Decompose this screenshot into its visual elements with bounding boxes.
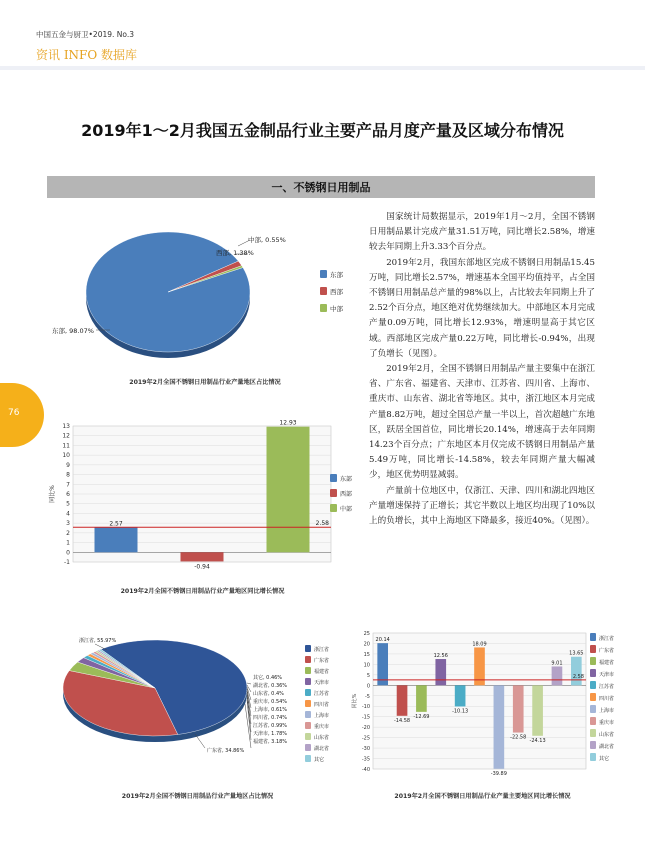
bar [181,552,224,561]
data-label: 湖北省, 0.36% [253,683,288,689]
tick-label: 15 [363,651,370,658]
data-label: 天津市, 1.78% [253,731,288,737]
header-divider [0,66,645,70]
legend-label: 江苏省 [599,684,615,690]
paragraph: 2019年2月，我国东部地区完成不锈钢日用制品15.45万吨，同比增长2.57%，增速基本全国平均值持平，占全国不锈钢日用制品总产量的98%以上，占比较去年同期上升了2.52个百分点，地区绝对优势继续加大。中部地区本月完成产量0.09万吨，同比增长12.93%，增速明显高于其它区域。西部地区完成产量0.22万吨，同比增长-0.94%，出现了负增长（见图）。 [369,257,595,359]
legend-label: 东部 [330,271,343,279]
paragraph: 产量前十位地区中，仅浙江、天津、四川和湖北四地区产量增速保持了正增长；其它半数以上地区均出现了10%以上的负增长，其中上海地区下降最多，接近40%。（见图）。 [369,485,595,527]
tick-label: 20 [363,641,370,648]
data-label: 重庆市, 0.54% [253,699,288,705]
legend-swatch [590,729,596,737]
bar [513,685,524,732]
reference-label: 2.58 [315,520,329,528]
tick-label: -1 [64,559,70,566]
legend-label: 四川省 [599,696,615,702]
legend-swatch [320,287,327,295]
article-title: 2019年1～2月我国五金制品行业主要产品月度产量及区域分布情况 [81,121,564,140]
legend-swatch [305,755,311,762]
legend-swatch [590,669,596,677]
value-label: -39.89 [490,770,507,775]
data-label: 中部, 0.55% [248,236,286,244]
legend-label: 山东省 [599,732,615,738]
leader-line [195,734,205,748]
data-label: 江苏省, 0.99% [253,723,288,729]
value-label: -22.58 [510,734,527,741]
legend-label: 广东省 [314,658,330,664]
legend-swatch [590,705,596,713]
tick-label: 4 [66,510,70,518]
legend-swatch [590,657,596,665]
paragraph: 国家统计局数据显示，2019年1月～2月，全国不锈钢日用制品累计完成产量31.51万吨，同比增长2.58%，增速较去年同期上升3.33个百分点。 [369,212,595,253]
bar [494,685,505,768]
legend-swatch [305,733,311,740]
legend-label: 上海市 [599,708,615,714]
legend-label: 福建省 [314,669,330,675]
value-label: 9.01 [551,660,563,667]
legend-label: 浙江省 [314,647,330,653]
tick-label: 0 [66,549,70,557]
data-label: 西部, 1.38% [216,249,254,257]
legend-swatch [305,689,311,696]
data-label: 上海市, 0.61% [253,707,288,713]
tick-label: 3 [66,520,70,528]
tick-label: 13 [62,423,70,430]
data-label: 山东省, 0.4% [253,691,284,697]
tick-label: 7 [66,481,70,489]
data-label: 四川省, 0.74% [253,715,288,721]
legend-label: 西部 [330,288,343,296]
tick-label: 6 [66,491,70,498]
legend-swatch [330,474,337,482]
data-label: 福建省, 3.18% [253,739,288,745]
legend-label: 四川省 [314,702,330,708]
tick-label: -5 [365,693,370,700]
body-text [369,210,595,529]
bar [455,685,466,706]
bar [571,657,582,686]
legend-swatch [590,741,596,749]
legend-label: 山东省 [314,735,330,741]
tick-label: -30 [361,746,370,753]
bar [532,685,543,735]
bar [95,527,138,552]
legend-swatch [305,645,311,652]
legend-label: 天津市 [599,672,615,678]
value-label: 12.56 [433,653,448,660]
legend-swatch [305,700,311,707]
value-label: 18.09 [472,641,487,648]
tick-label: -10 [361,704,370,711]
legend-swatch [320,304,327,312]
bar [416,685,427,712]
tick-label: -15 [361,714,370,721]
pie-chart-province-share [55,630,340,770]
section-title: 一、不锈钢日用制品 [271,181,371,194]
tick-label: 11 [62,442,70,450]
leader-line [247,696,251,732]
legend-swatch [305,744,311,751]
tick-label: 0 [366,683,370,690]
legend-label: 东部 [340,476,353,483]
value-label: 13.65 [569,650,584,657]
section-header: 资讯 INFO 数据库 [36,48,138,62]
tick-label: 5 [366,672,370,679]
legend-label: 江苏省 [314,691,330,697]
y-axis-label: 同比% [49,485,56,503]
tick-label: 8 [66,471,70,479]
tick-label: 1 [66,539,70,547]
tick-label: 5 [66,500,70,508]
chart-caption: 2019年2月全国不锈钢日用制品行业产量地区占比情况 [121,793,274,800]
value-label: 12.93 [279,419,297,427]
legend-label: 其它 [314,757,325,763]
tick-label: 2 [66,529,70,537]
legend-label: 中部 [330,305,343,313]
legend-swatch [590,693,596,701]
y-axis-label: 同比% [352,693,358,709]
paragraph: 2019年2月，全国不锈钢日用制品产量主要集中在浙江省、广东省、福建省、天津市、江苏省、四川省、上海市、重庆市、山东省、湖北省等地区。其中，浙江地区本月完成产量8.82万吨，超过全国总产量一半以上，首次超越广东地区，跃居全国首位，同比增长20.14%，增速高于去年同期14.23个百分点；广东地区本月仅完成不锈钢日用制品产量5.49万吨，同比增长-14.58%，较去年同期产量大幅减少，地区优势明显减弱。 [369,364,595,481]
legend-swatch [305,711,311,718]
bar [377,643,388,685]
bar [267,427,310,553]
legend-swatch [305,656,311,663]
legend-swatch [305,667,311,674]
legend-swatch [590,645,596,653]
value-label: -24.13 [529,737,546,744]
tick-label: 25 [363,631,370,637]
bar [552,666,563,685]
pie-chart-region-share [50,212,360,372]
value-label: 20.14 [375,637,390,644]
chart-caption: 2019年2月全国不锈钢日用制品行业产量地区占比情况 [129,379,281,386]
legend-label: 广东省 [599,648,615,654]
chart-caption: 2019年2月全国不锈钢日用制品行业产量主要地区同比增长情况 [394,793,571,800]
legend-swatch [305,722,311,729]
legend-swatch [590,717,596,725]
value-label: -10.13 [452,708,469,715]
tick-label: 12 [62,432,70,440]
legend-label: 西部 [340,491,353,498]
legend-swatch [590,633,596,641]
value-label: -12.69 [413,713,430,720]
data-label: 广东省, 34.86% [207,748,245,754]
legend-swatch [320,270,327,278]
tick-label: 10 [363,662,370,669]
legend-label: 中部 [340,506,353,513]
bar-chart-province-growth [340,625,625,775]
data-label: 其它, 0.46% [253,675,283,681]
legend-label: 湖北省 [599,744,615,750]
legend-label: 天津市 [314,680,330,686]
bar [397,685,408,716]
legend-label: 湖北省 [314,746,330,752]
legend-swatch [590,681,596,689]
tick-label: -20 [361,725,370,732]
data-label: 东部, 98.07% [52,327,94,335]
reference-label: 2.58 [572,673,584,680]
legend-swatch [305,678,311,685]
chart-caption: 2019年2月全国不锈钢日用制品行业产量地区同比增长情况 [120,588,285,595]
tick-label: -40 [361,767,370,773]
legend-label: 其它 [599,756,610,762]
bar [435,659,446,685]
legend-label: 重庆市 [314,724,330,730]
bar-chart-region-growth [40,410,365,570]
tick-label: -35 [361,756,370,763]
legend-swatch [330,504,337,512]
value-label: -14.58 [393,717,411,724]
tick-label: -25 [361,735,370,742]
legend-label: 上海市 [314,713,330,719]
tick-label: 10 [62,452,70,460]
legend-label: 福建省 [599,660,615,666]
leader-line [247,683,251,684]
page-number-tab [0,383,44,447]
legend-label: 浙江省 [599,636,615,642]
value-label: -0.94 [194,563,210,570]
tick-label: 9 [66,461,70,469]
legend-label: 重庆市 [599,720,615,726]
legend-swatch [330,489,337,497]
page-number: 76 [8,408,20,418]
value-label: 2.57 [109,520,123,528]
legend-swatch [590,753,596,761]
journal-header: 中国五金与厨卫•2019. No.3 [36,30,135,39]
data-label: 浙江省, 55.97% [79,638,117,644]
